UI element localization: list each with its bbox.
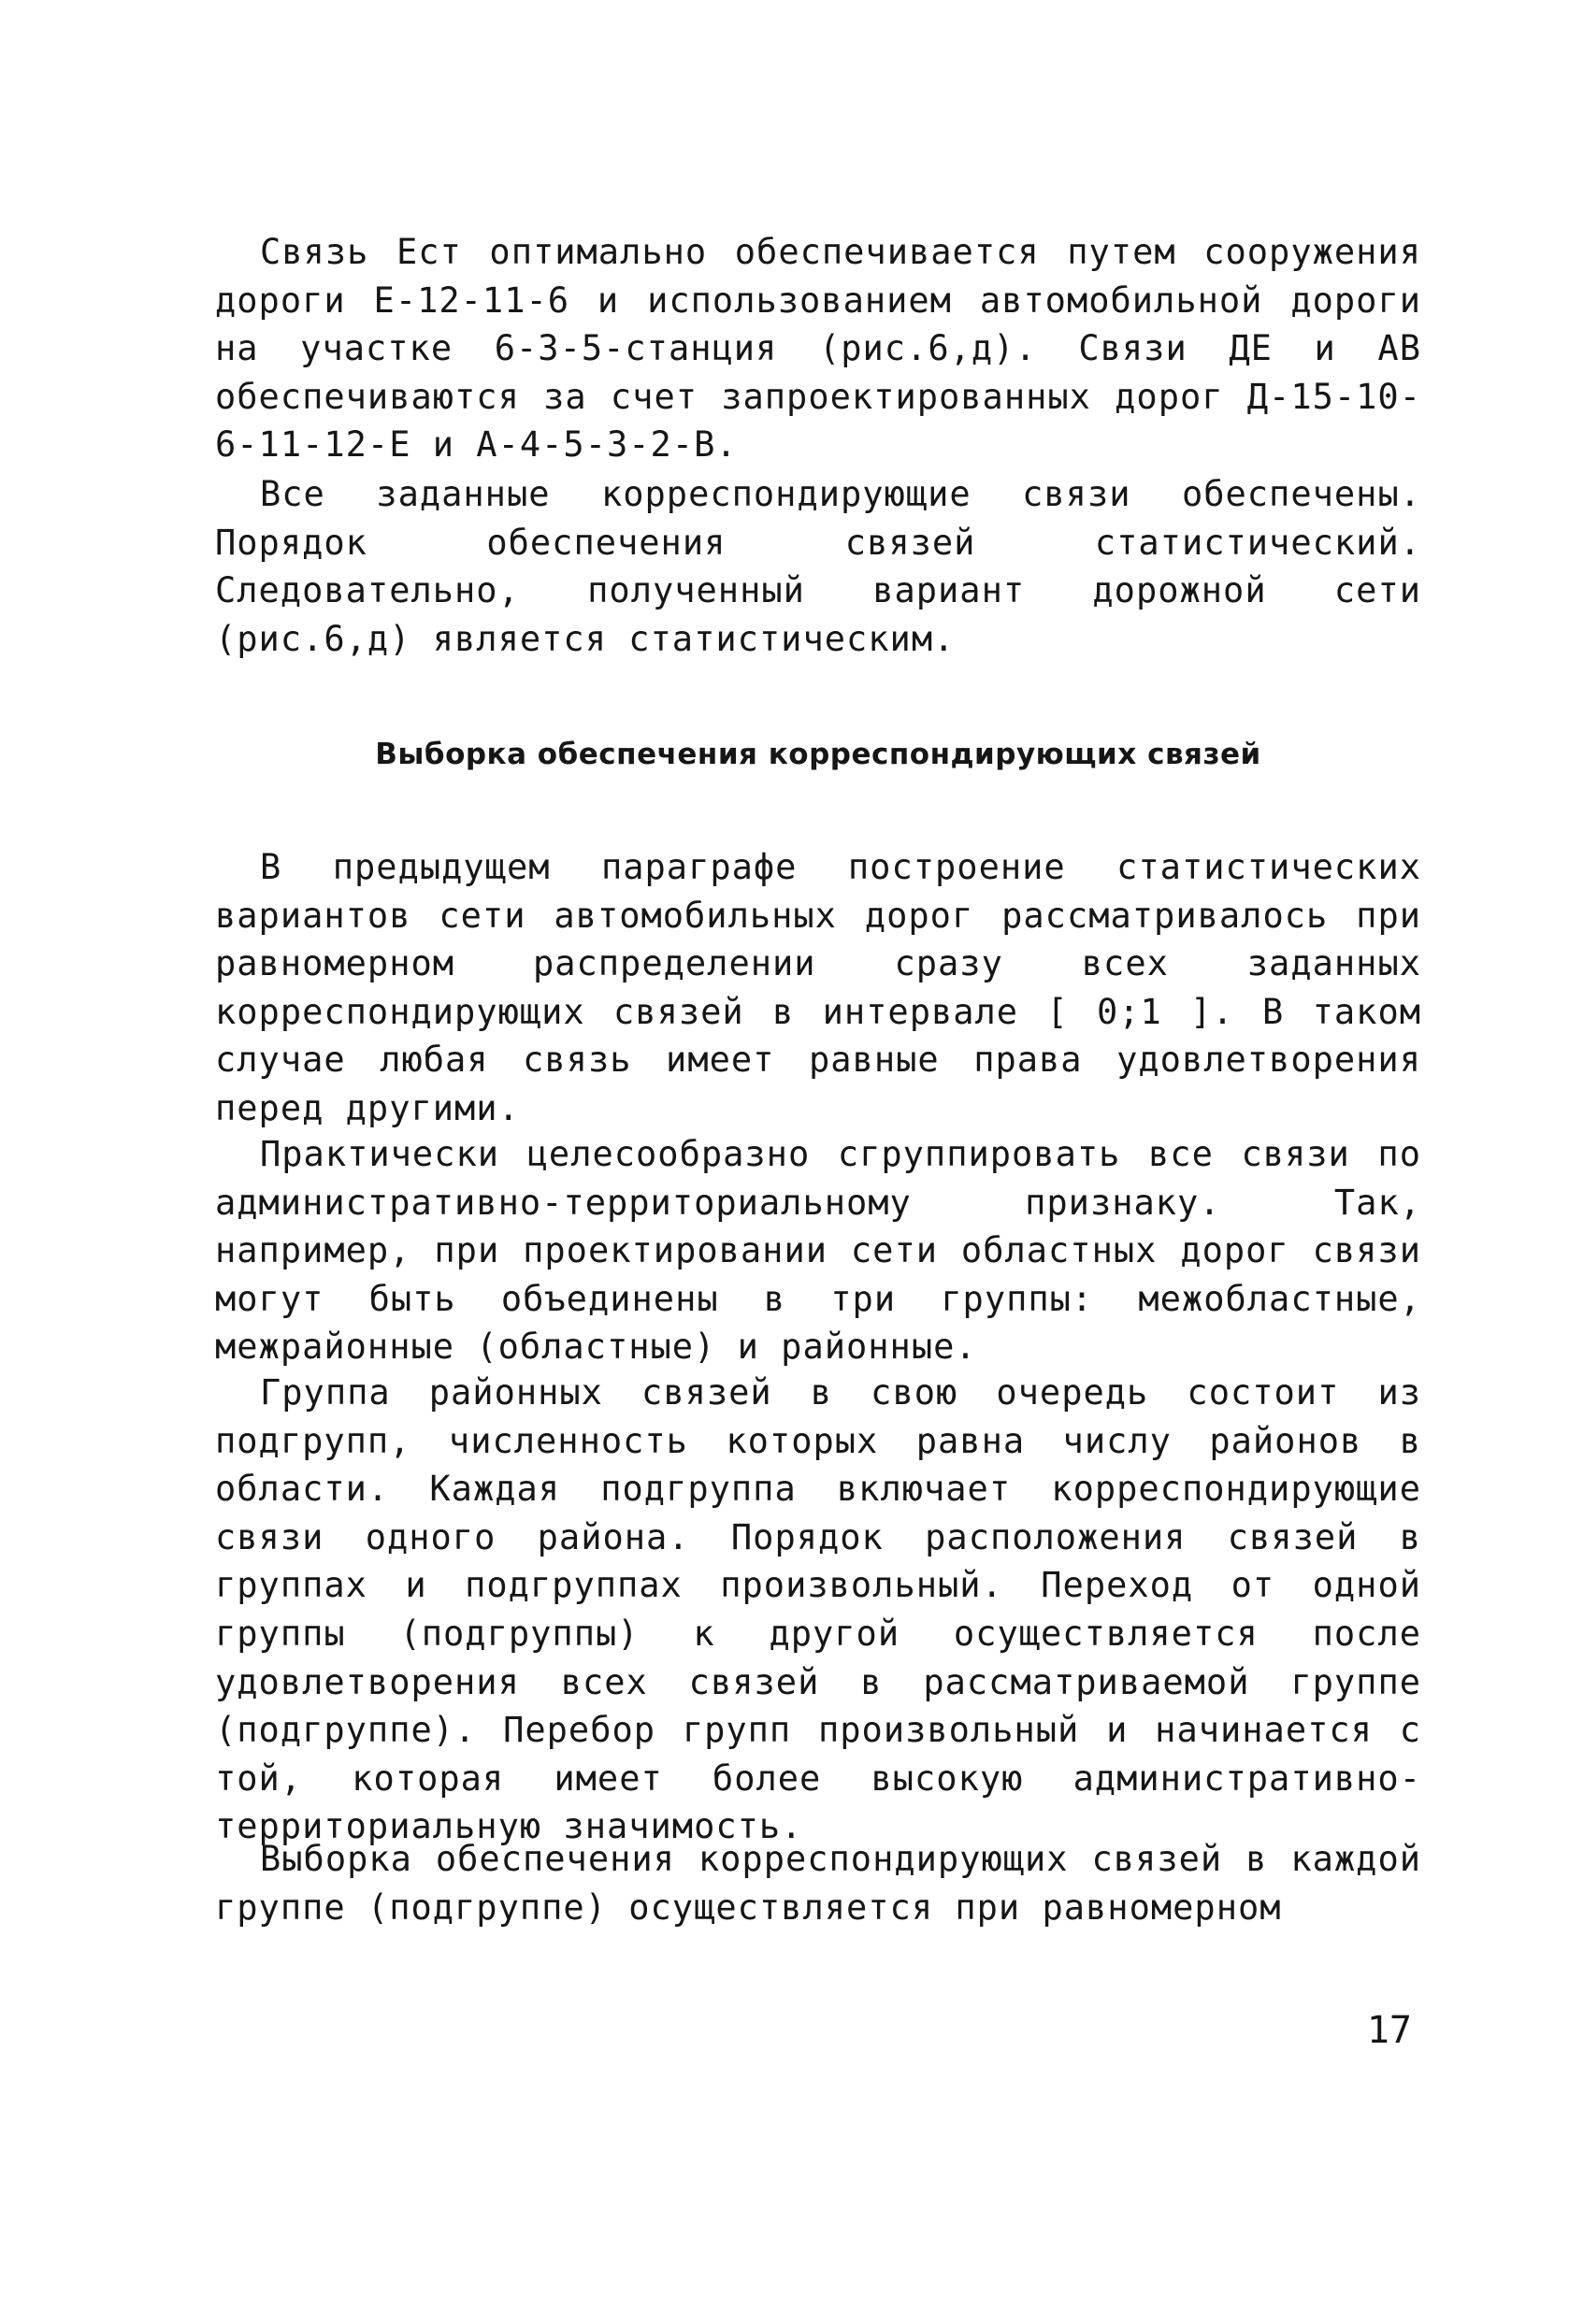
paragraph-previous-section: В предыдущем параграфе построение статистических вариантов сети автомобильных дорог рассматривалось при равномерном распределении сразу всех заданных корреспондирующих связей в интервале [ 0;1 ]. В таком случае любая связь имеет равные права удовлетворения перед другими. bbox=[215, 847, 1421, 1128]
paragraph-district-groups: Группа районных связей в свою очередь состоит из подгрупп, численность которых равна числу районов в области. Каждая подгруппа включает корреспондирующие связи одного района. Порядок расположения связей в группах и подгруппах произвольный. Переход от одной группы (подгруппы) к другой осуществляется после удовлетворения всех связей в рассматриваемой группе (подгруппе). Перебор групп произвольный и начинается с той, которая имеет более высокую административно-территориальную значимость. bbox=[215, 1372, 1421, 1847]
paragraph-road-connection: Связь Eст оптимально обеспечивается путем сооружения дороги Е-12-11-6 и использованием автомобильной дороги на участке 6-3-5-станция (рис.6,д). Связи ДЕ и АВ обеспечиваются за счет запроектированных дорог Д-15-10-6-11-12-Е и А-4-5-3-2-В. bbox=[215, 232, 1421, 466]
page-number: 17 bbox=[1366, 2009, 1412, 2052]
section-heading: Выборка обеспечения корреспондирующих связей bbox=[375, 738, 1261, 771]
paragraph-statistical-order: Все заданные корреспондирующие связи обеспечены. Порядок обеспечения связей статистический. Следовательно, полученный вариант дорожной сети (рис.6,д) является статистическим. bbox=[215, 474, 1421, 659]
paragraph-selection: Выборка обеспечения корреспондирующих связей в каждой группе (подгруппе) осуществляется при равномерном bbox=[215, 1839, 1421, 1928]
paragraph-grouping: Практически целесообразно сгруппировать все связи по административно-территориальному признаку. Так, например, при проектировании сети областных дорог связи могут быть объединены в три группы: межобластные, межрайонные (областные) и районные. bbox=[215, 1134, 1421, 1368]
